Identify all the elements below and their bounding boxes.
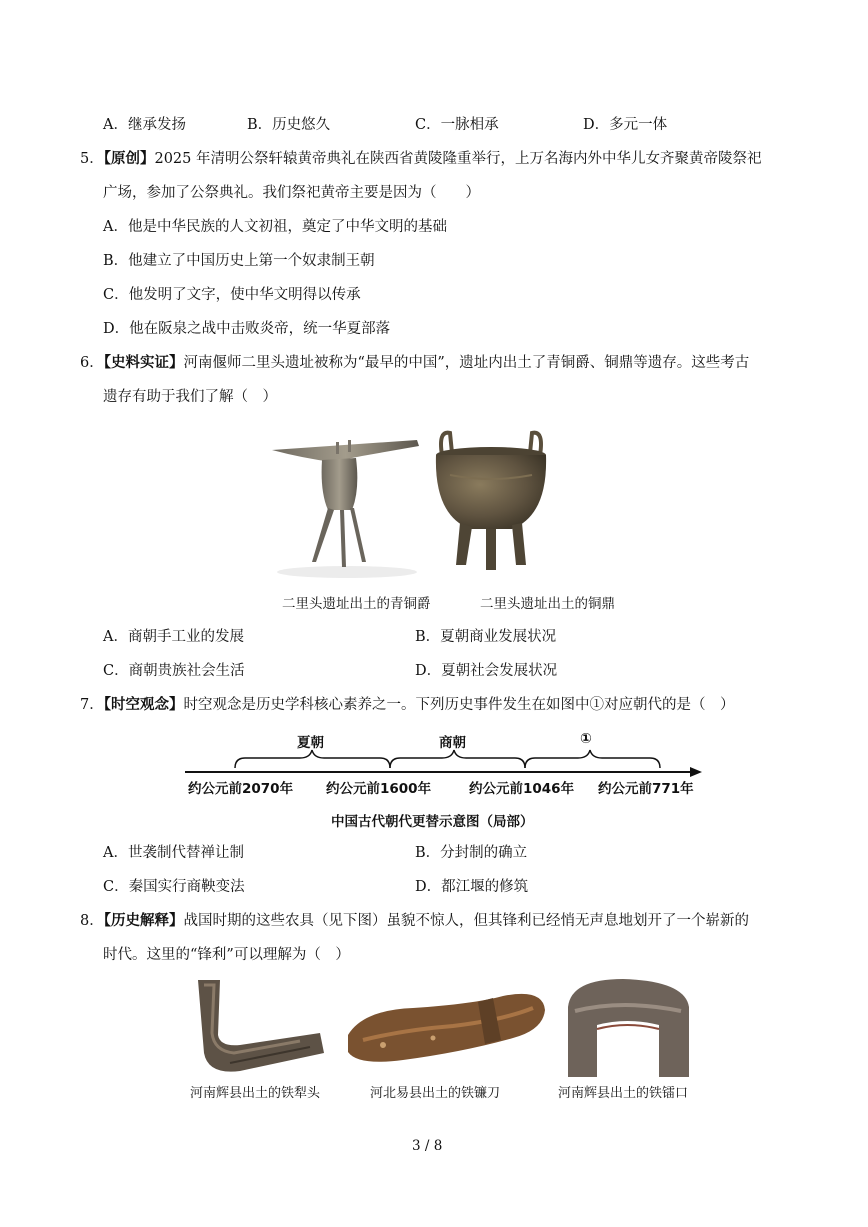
timeline-period-shang: 商朝 [439, 735, 466, 751]
timeline-date-2: 约公元前1600年 [326, 781, 432, 797]
ding-caption: 二里头遗址出土的铜鼎 [480, 596, 615, 612]
question-tag: 【史料实证】 [103, 354, 184, 371]
q4-option-a: A．继承发扬 [103, 117, 186, 133]
q7-option-b: B．分封制的确立 [415, 845, 528, 861]
timeline-period-unknown: ① [580, 731, 592, 747]
question-6-line1 [80, 351, 749, 372]
timeline-date-4: 约公元前771年 [598, 781, 694, 797]
q6-option-a: A．商朝手工业的发展 [103, 629, 244, 645]
sickle-caption: 河北易县出土的铁镰刀 [370, 1086, 501, 1101]
question-tag: 【时空观念】 [103, 696, 184, 713]
spade-caption: 河南辉县出土的铁镭口 [558, 1086, 689, 1101]
q7-option-c: C．秦国实行商鞅变法 [103, 879, 245, 895]
timeline-period-xia: 夏朝 [297, 735, 324, 751]
question-number: 6． [80, 355, 104, 371]
question-tag: 【历史解释】 [103, 912, 184, 929]
q4-option-b: B．历史悠久 [247, 117, 331, 133]
question-number: 7． [80, 697, 104, 713]
iron-spade-image [563, 977, 693, 1082]
bronze-jue-image [262, 422, 427, 582]
q6-option-c: C．商朝贵族社会生活 [103, 663, 245, 679]
question-8-line2: 时代。这里的“锋利”可以理解为（ ） [103, 947, 350, 963]
question-tag: 【原创】 [103, 150, 155, 167]
question-number: 8． [80, 913, 104, 929]
question-7-line1 [80, 693, 734, 714]
q7-option-d: D．都江堰的修筑 [415, 879, 529, 895]
jue-caption: 二里头遗址出土的青铜爵 [282, 596, 431, 612]
q4-option-c: C．一脉相承 [415, 117, 499, 133]
question-5-line1 [80, 147, 762, 168]
timeline-date-3: 约公元前1046年 [469, 781, 575, 797]
q5-option-d: D．他在阪泉之战中击败炎帝，统一华夏部落 [103, 321, 391, 337]
iron-sickle-image [343, 990, 548, 1075]
question-stem: 2025 年清明公祭轩辕黄帝典礼在陕西省黄陵隆重举行，上万名海内外中华儿女齐聚黄帝陵祭祀 [154, 151, 762, 167]
question-stem: 战国时期的这些农具（见下图）虽貌不惊人，但其锋利已经悄无声息地划开了一个崭新的 [183, 913, 749, 929]
question-5-line2: 广场，参加了公祭典礼。我们祭祀黄帝主要是因为（ ） [103, 185, 480, 201]
iron-plough-image [190, 975, 330, 1080]
q5-option-a: A．他是中华民族的人文初祖，奠定了中华文明的基础 [103, 219, 447, 235]
question-stem: 河南偃师二里头遗址被称为“最早的中国”，遗址内出土了青铜爵、铜鼎等遗存。这些考古 [183, 355, 750, 371]
timeline-date-1: 约公元前2070年 [188, 781, 294, 797]
question-8-line1 [80, 909, 749, 930]
q6-option-d: D．夏朝社会发展状况 [415, 663, 558, 679]
question-number: 5． [80, 151, 104, 167]
question-stem: 时空观念是历史学科核心素养之一。下列历史事件发生在如图中①对应朝代的是（ ） [183, 697, 735, 713]
q4-option-d: D．多元一体 [583, 117, 668, 133]
q7-option-a: A．世袭制代替禅让制 [103, 845, 244, 861]
bronze-ding-image [430, 425, 552, 575]
timeline-title: 中国古代朝代更替示意图（局部） [331, 814, 534, 830]
q5-option-b: B．他建立了中国历史上第一个奴隶制王朝 [103, 253, 375, 269]
q5-option-c: C．他发明了文字，使中华文明得以传承 [103, 287, 361, 303]
q6-option-b: B．夏朝商业发展状况 [415, 629, 557, 645]
page-number: 3 / 8 [412, 1138, 443, 1154]
plough-caption: 河南辉县出土的铁犁头 [190, 1086, 321, 1101]
question-6-line2: 遗存有助于我们了解（ ） [103, 389, 277, 405]
